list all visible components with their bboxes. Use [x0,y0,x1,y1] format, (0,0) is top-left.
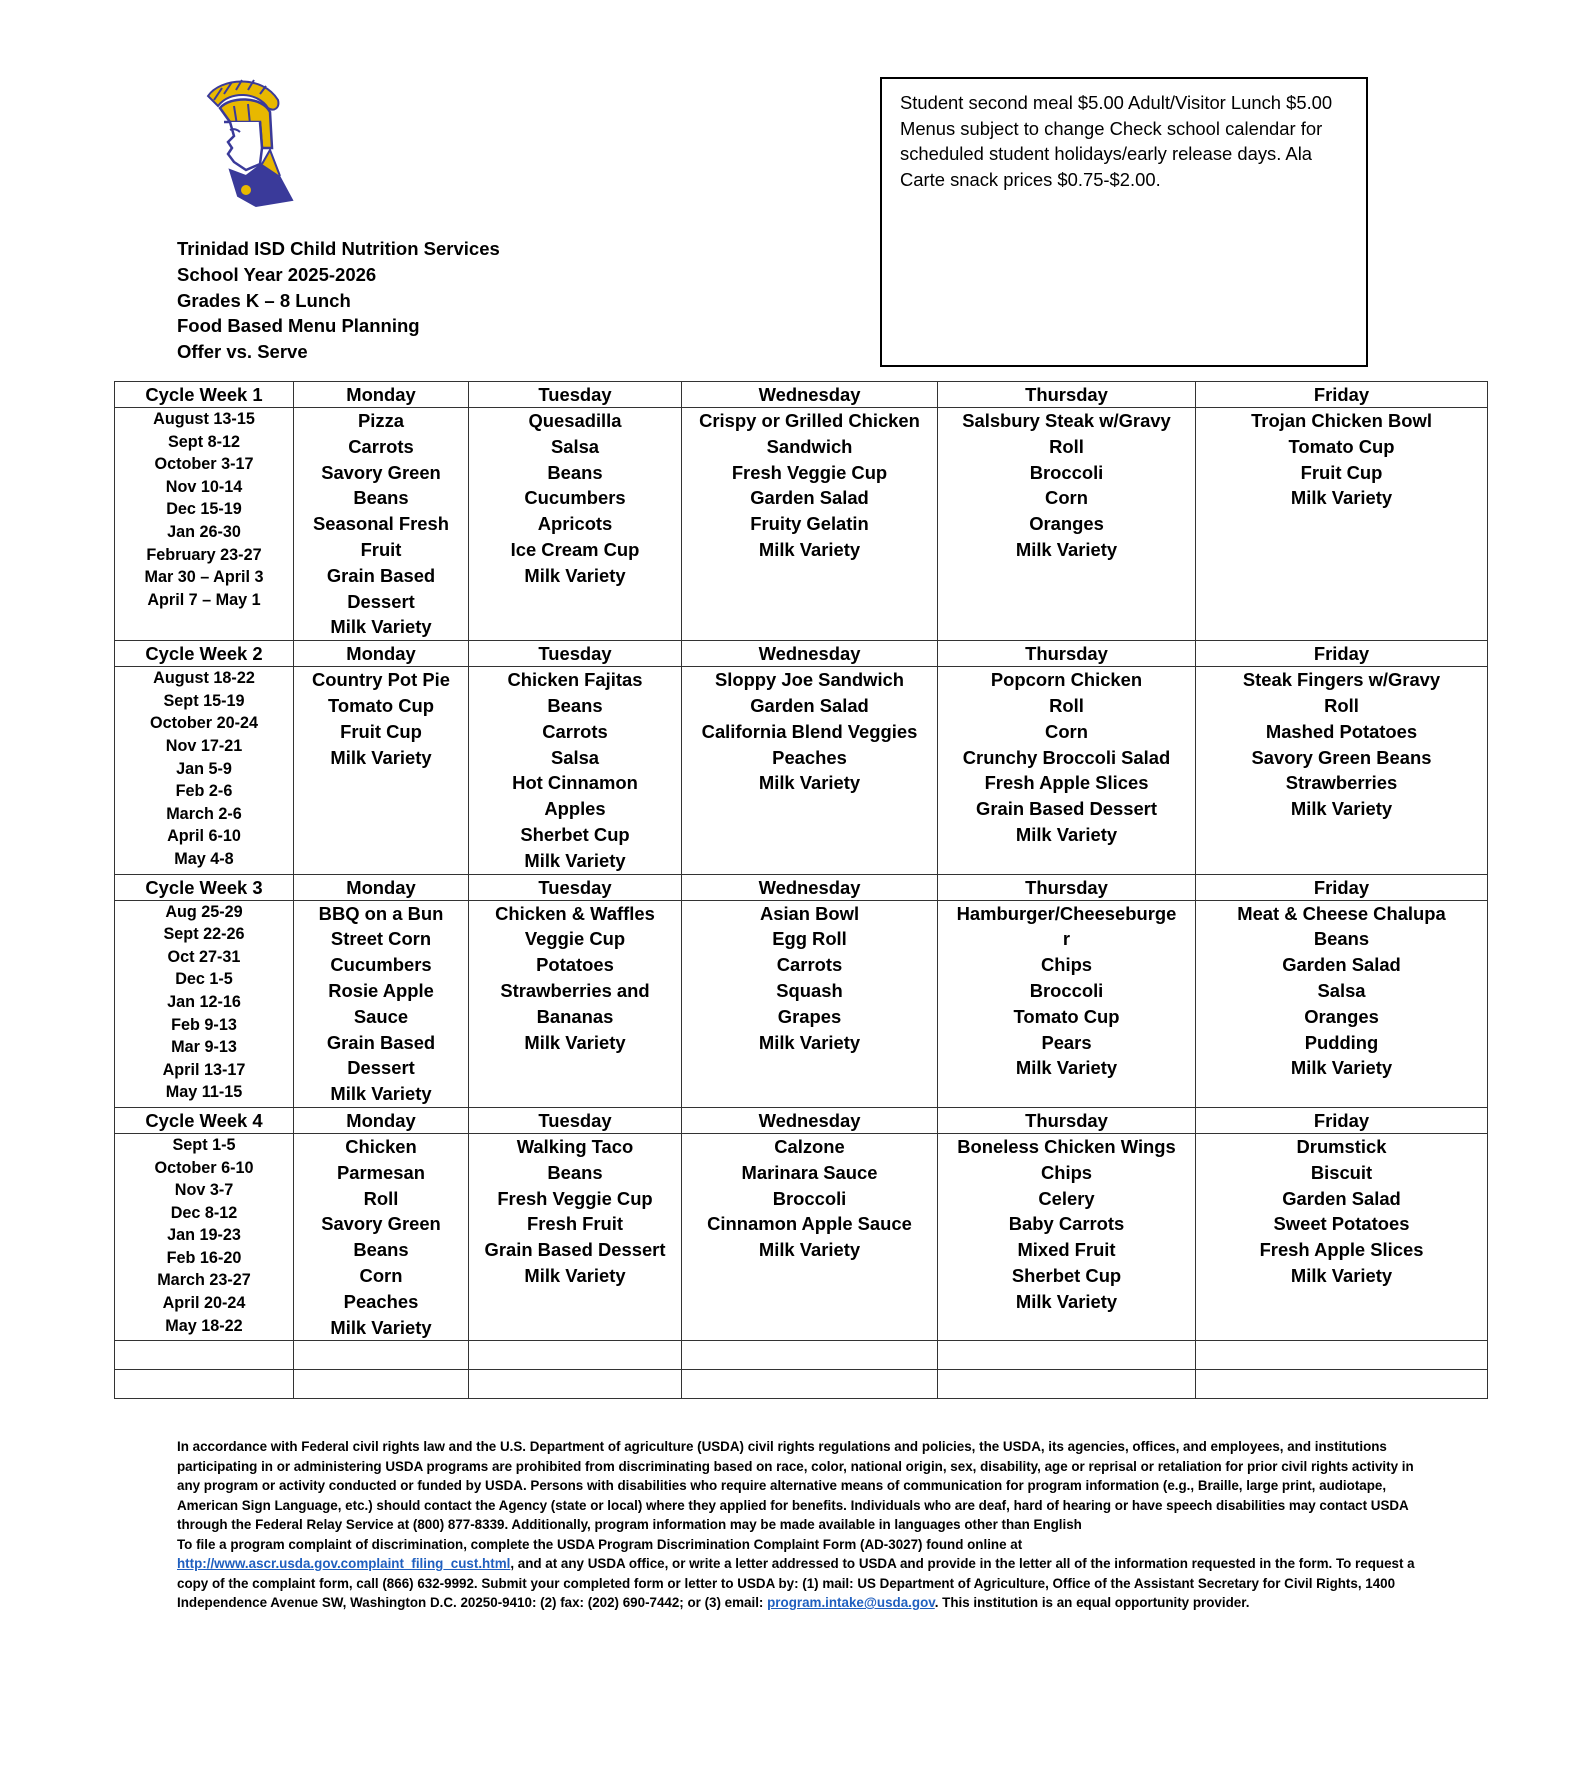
date-range: Sept 8-12 [168,432,240,451]
menu-item: Broccoli [772,1187,847,1209]
day-menu-cell [1196,900,1488,1107]
menu-item: Milk Variety [758,772,861,794]
date-range: Feb 9-13 [171,1015,237,1034]
menu-item: Milk Variety [524,849,626,871]
day-menu-cell [938,408,1196,641]
menu-item: Cucumbers [524,487,626,509]
day-menu-cell [682,1133,938,1340]
menu-item: Pudding [1304,1031,1379,1053]
day-menu-cell [682,408,938,641]
menu-item: Asian Bowl [759,902,860,924]
menu-item: Milk Variety [1015,538,1118,560]
menu-item: Corn [1045,487,1088,509]
week-dates [115,408,294,641]
day-header: Friday [1196,874,1488,900]
menu-item: Sloppy Joe Sandwich [714,669,905,691]
menu-item: Cinnamon Apple Sauce [707,1213,912,1235]
day-header: Thursday [938,382,1196,408]
date-range: Jan 5-9 [176,759,232,778]
menu-item: Milk Variety [1290,487,1393,509]
date-range: May 11-15 [165,1083,243,1102]
menu-item: Corn [1045,720,1088,742]
date-range: April 13-17 [162,1060,246,1079]
notice-box [880,77,1368,367]
menu-item: Fruit [360,538,402,560]
menu-item: Garden Salad [1282,954,1401,976]
week-header-row [115,641,1488,667]
menu-item: Fresh Apple Slices [984,772,1149,794]
menu-item: Salsbury Steak w/Gravy [962,410,1171,431]
menu-item: Mashed Potatoes [1265,720,1418,742]
date-range: Mar 30 – April 3 [144,568,264,587]
day-header: Friday [1196,641,1488,667]
day-menu-cell [1196,408,1488,641]
menu-item: Milk Variety [330,746,432,768]
day-menu-cell [1196,667,1488,874]
day-header: Thursday [938,1107,1196,1133]
day-header: Tuesday [469,874,682,900]
menu-item: Milk Variety [1290,1057,1393,1079]
day-header: Monday [294,382,469,408]
menu-item: Salsa [550,746,600,768]
blank-cell [682,1341,938,1370]
date-range: Feb 16-20 [166,1248,242,1267]
week-menu-row [115,1133,1488,1340]
menu-item: Street Corn [330,928,432,950]
menu-item: Egg Roll [772,928,847,950]
blank-cell [938,1370,1196,1399]
menu-item: Sherbet Cup [1011,1264,1122,1286]
cycle-week-label: Cycle Week 4 [115,1107,294,1133]
header-line: Food Based Menu Planning [177,315,420,337]
blank-row [115,1341,1488,1370]
day-header: Thursday [938,641,1196,667]
menu-item: Veggie Cup [524,928,626,950]
menu-item: r [1062,928,1071,950]
date-range: March 2-6 [166,804,242,823]
menu-item: Sandwich [766,435,853,457]
menu-item: Grapes [777,1005,842,1027]
menu-item: Tomato Cup [1288,435,1395,457]
menu-item: Chips [1040,954,1093,976]
day-menu-cell [469,900,682,1107]
date-range: Nov 17-21 [165,736,243,755]
menu-item: Crunchy Broccoli Salad [962,746,1171,768]
blank-cell [294,1341,469,1370]
menu-item: Carrots [542,720,608,742]
menu-item: Milk Variety [524,1264,626,1286]
menu-item: Grain Based [326,564,436,586]
nondiscrimination-statement [177,1437,1417,1613]
blank-cell [294,1370,469,1399]
menu-item: Milk Variety [758,538,861,560]
menu-item: Milk Variety [1015,1057,1118,1079]
date-range: August 13-15 [153,410,255,428]
week-dates [115,1133,294,1340]
blank-cell [1196,1370,1488,1399]
week-header-row [115,1107,1488,1133]
menu-item: Milk Variety [330,1316,432,1338]
menu-item: Fruit Cup [340,720,422,742]
menu-item: Seasonal Fresh [313,513,449,535]
notice-text: Student second meal $5.00 Adult/Visitor Lunch $5.00 Menus subject to change Check school calendar for scheduled student holidays/early release days. Ala Carte snack prices $0.75-$2.00. [900,92,1333,190]
date-range: Sept 22-26 [163,925,245,944]
day-menu-cell [294,667,469,874]
menu-item: Strawberries and [500,979,650,1001]
date-range: April 6-10 [167,827,241,846]
legal-text: , and at any USDA office, or write a letter addressed to USDA and provide in the letter all of the information requested in the form. To request a copy of the complaint form, call (866) 632-9992. Submit your completed form or letter to USDA by: (1) mail: US Department of Agriculture, Office of the Assistant Secretary for Civil Rights, 1400 Independence Avenue SW, Washington D.C. 20250-9410: (2) fax: (202) 690-7442; or (3) email: [177,1556,1415,1610]
menu-item: Dessert [347,590,415,612]
week-menu-row [115,900,1488,1107]
blank-cell [938,1341,1196,1370]
menu-item: Fresh Apple Slices [1259,1239,1424,1261]
cycle-week-label: Cycle Week 1 [115,382,294,408]
menu-item: Celery [1038,1187,1095,1209]
menu-item: Sherbet Cup [520,823,630,845]
date-range: Dec 8-12 [170,1203,238,1222]
date-range: October 3-17 [154,455,254,474]
menu-item: Dessert [347,1057,415,1079]
day-header: Tuesday [469,1107,682,1133]
date-range: Jan 26-30 [167,522,241,541]
day-menu-cell [1196,1133,1488,1340]
day-menu-cell [938,1133,1196,1340]
menu-item: Grain Based [326,1031,436,1053]
date-range: Nov 10-14 [165,477,243,496]
day-header: Monday [294,1107,469,1133]
menu-item: Roll [1049,435,1084,457]
week-menu-row [115,408,1488,641]
day-menu-cell [294,1133,469,1340]
day-header: Wednesday [682,382,938,408]
day-header: Tuesday [469,382,682,408]
date-range: February 23-27 [146,545,262,564]
day-menu-cell [294,408,469,641]
menu-item: Meat & Cheese Chalupa [1237,902,1446,924]
menu-item: Beans [547,1161,603,1183]
menu-item: Hamburger/Cheeseburge [956,902,1177,924]
menu-item: Fruity Gelatin [750,513,869,535]
menu-item: Beans [1313,928,1370,950]
menu-item: Boneless Chicken Wings [957,1135,1176,1157]
date-range: May 4-8 [174,849,234,868]
menu-item: Grain Based Dessert [484,1239,666,1261]
day-header: Friday [1196,382,1488,408]
menu-item: Hot Cinnamon [512,772,638,794]
menu-item: Strawberries [1285,772,1398,794]
week-header-row [115,382,1488,408]
menu-item: Apricots [537,513,613,535]
menu-item: Beans [353,487,409,509]
menu-item: Squash [776,979,843,1001]
date-range: August 18-22 [153,669,255,688]
menu-item: Garden Salad [1282,1187,1401,1209]
menu-item: Pizza [358,410,404,431]
day-menu-cell [469,408,682,641]
menu-item: Ice Cream Cup [510,538,640,560]
menu-item: Fresh Veggie Cup [731,461,888,483]
legal-text: To file a program complaint of discrimination, complete the USDA Program Discrimination Complaint Form (AD-3027) found online at [177,1536,1023,1552]
cycle-week-label: Cycle Week 3 [115,874,294,900]
menu-item: Crispy or Grilled Chicken [699,410,920,431]
date-range: April 7 – May 1 [147,590,261,609]
date-range: Sept 1-5 [172,1135,236,1154]
blank-cell [469,1341,682,1370]
week-header-row [115,874,1488,900]
legal-text: . This institution is an equal opportunity provider. [934,1595,1250,1610]
menu-item: Cucumbers [330,954,432,976]
menu-item: Fruit Cup [1300,461,1383,483]
week-menu-row [115,667,1488,874]
day-menu-cell [469,1133,682,1340]
menu-item: Peaches [772,746,847,768]
menu-item: Apples [544,798,606,820]
menu-item: Savory Green Beans [1251,746,1432,768]
date-range: October 20-24 [150,714,258,733]
menu-item: Garden Salad [750,694,869,716]
legal-paragraph-2 [177,1535,1417,1613]
date-range: Oct 27-31 [167,947,241,966]
menu-item: Oranges [1304,1005,1379,1027]
legal-paragraph: In accordance with Federal civil rights law and the U.S. Department of agriculture (USDA) civil rights regulations and policies, the USDA, its agencies, offices, and employees, and institutions participating in or administering USDA programs are prohibited from discriminating based on race, color, national origin, sex, disability, age or reprisal or retaliation for prior civil rights activity in any program or activity conducted or funded by USDA. Persons with disabilities who require alternative means of communication for program information (e.g., Braille, large print, audiotape, American Sign Language, etc.) should contact the Agency (state or local) where they applied for benefits. Individuals who are deaf, hard of hearing or have speech disabilities may contact USDA through the Federal Relay Service at (800) 877-8339. Additionally, program information may be made available in languages other than English [177,1439,1414,1532]
menu-item: Parmesan [337,1161,425,1183]
menu-item: Milk Variety [524,1031,626,1053]
email-link[interactable]: program.intake@usda.gov [767,1595,935,1610]
menu-item: Tomato Cup [328,694,434,716]
date-range: March 23-27 [157,1271,251,1290]
menu-item: Oranges [1029,513,1104,535]
menu-item: Milk Variety [330,1083,432,1105]
menu-item: Sweet Potatoes [1273,1213,1410,1235]
menu-item: Milk Variety [330,616,432,638]
header-line: School Year 2025-2026 [177,263,377,285]
day-header: Monday [294,874,469,900]
header-line: Grades K – 8 Lunch [177,289,351,311]
menu-item: Beans [353,1239,409,1261]
menu-item: Milk Variety [1290,1264,1393,1286]
blank-cell [1196,1341,1488,1370]
week-dates [115,900,294,1107]
cycle-week-label: Cycle Week 2 [115,641,294,667]
blank-cell [682,1370,938,1399]
menu-item: Savory Green [321,1213,441,1235]
menu-item: Fresh Fruit [526,1213,624,1235]
date-range: Nov 3-7 [174,1181,234,1200]
menu-item: Roll [363,1187,399,1209]
date-range: Aug 25-29 [165,902,243,921]
menu-item: Milk Variety [1290,798,1393,820]
menu-item: Drumstick [1296,1135,1387,1157]
menu-item: Country Pot Pie [312,669,450,691]
menu-item: California Blend Veggies [701,720,918,742]
menu-item: Beans [547,694,603,716]
day-header: Wednesday [682,641,938,667]
date-range: Jan 12-16 [167,992,241,1011]
menu-item: Bananas [536,1005,614,1027]
day-menu-cell [682,900,938,1107]
menu-item: Milk Variety [1015,1290,1118,1312]
date-range: May 18-22 [165,1316,243,1335]
menu-item: Calzone [774,1135,845,1157]
menu-item: Steak Fingers w/Gravy [1242,669,1441,691]
menu-item: Sauce [353,1005,409,1027]
school-header [177,236,500,365]
blank-cell [115,1370,294,1399]
menu-item: Tomato Cup [1013,1005,1120,1027]
menu-item: Chips [1040,1161,1093,1183]
menu-item: Carrots [348,435,414,457]
day-header: Wednesday [682,1107,938,1133]
menu-item: Salsa [550,435,600,457]
menu-item: Milk Variety [1015,823,1118,845]
menu-item: Beans [547,461,603,483]
menu-item: Savory Green [321,461,441,483]
header-line: Offer vs. Serve [177,341,308,363]
complaint-form-link[interactable]: http://www.ascr.usda.gov.complaint_filing_cust.html [177,1556,511,1571]
trojan-logo-icon [200,78,300,208]
menu-item: Grain Based Dessert [976,798,1157,820]
day-menu-cell [938,667,1196,874]
menu-item: Peaches [343,1290,419,1312]
header-line: Trinidad ISD Child Nutrition Services [177,238,500,259]
day-menu-cell [682,667,938,874]
menu-item: Potatoes [536,954,614,976]
menu-item: Rosie Apple [328,979,434,1001]
date-range: Feb 2-6 [175,782,233,801]
menu-item: Salsa [1317,979,1366,1001]
menu-item: Biscuit [1310,1161,1373,1183]
menu-item: Chicken Fajitas [507,669,643,691]
menu-item: Garden Salad [750,487,869,509]
menu-item: Trojan Chicken Bowl [1251,410,1432,431]
menu-item: Roll [1324,694,1359,716]
day-menu-cell [294,900,469,1107]
date-range: Sept 15-19 [163,691,245,710]
day-header: Tuesday [469,641,682,667]
day-header: Friday [1196,1107,1488,1133]
date-range: April 20-24 [162,1294,246,1313]
day-menu-cell [938,900,1196,1107]
menu-item: Baby Carrots [1008,1213,1125,1235]
menu-item: Quesadilla [528,410,622,431]
menu-item: Corn [359,1264,403,1286]
blank-row [115,1370,1488,1399]
blank-cell [115,1341,294,1370]
menu-item: Milk Variety [524,564,626,586]
menu-item: BBQ on a Bun [318,902,444,924]
menu-item: Pears [1041,1031,1092,1053]
menu-item: Carrots [776,954,843,976]
menu-item: Milk Variety [758,1031,861,1053]
menu-item: Chicken [345,1135,417,1157]
menu-item: Marinara Sauce [741,1161,878,1183]
date-range: Dec 15-19 [166,500,242,519]
menu-item: Broccoli [1029,979,1104,1001]
menu-item: Chicken & Waffles [495,902,655,924]
menu-item: Popcorn Chicken [990,669,1143,691]
day-header: Thursday [938,874,1196,900]
date-range: Dec 1-5 [175,970,233,989]
week-dates [115,667,294,874]
menu-item: Broccoli [1029,461,1104,483]
day-menu-cell [469,667,682,874]
menu-item: Milk Variety [758,1239,861,1261]
date-range: Mar 9-13 [171,1038,237,1057]
date-range: Jan 19-23 [167,1226,241,1245]
menu-table [114,381,1488,1399]
menu-item: Roll [1049,694,1084,716]
menu-item: Mixed Fruit [1017,1239,1116,1261]
day-header: Monday [294,641,469,667]
menu-item: Fresh Veggie Cup [497,1187,653,1209]
menu-item: Walking Taco [516,1135,634,1157]
date-range: October 6-10 [154,1158,254,1177]
day-header: Wednesday [682,874,938,900]
blank-cell [469,1370,682,1399]
